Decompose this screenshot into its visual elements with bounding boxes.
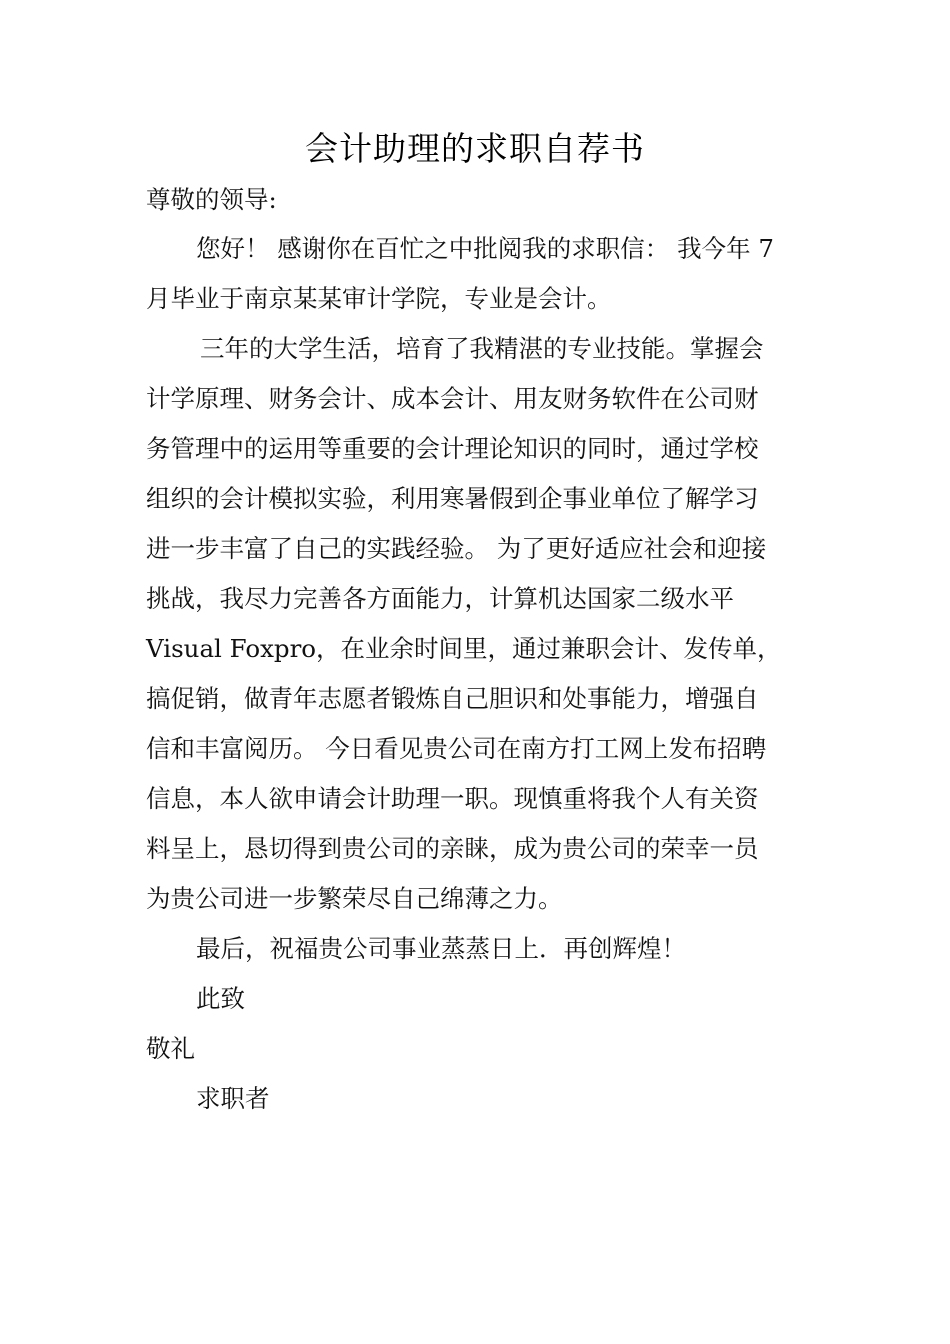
body-line-9: Visual Foxpro，在业余时间里，通过兼职会计、发传单， bbox=[146, 634, 782, 663]
body-line-14: 为贵公司进一步繁荣尽自己绵薄之力。 bbox=[146, 884, 563, 913]
body-line-7: 进一步丰富了自己的实践经验。 为了更好适应社会和迎接 bbox=[146, 534, 767, 563]
body-line-10: 搞促销，做青年志愿者锻炼自己胆识和处事能力，增强自 bbox=[146, 684, 759, 713]
body-line-6: 组织的会计模拟实验，利用寒暑假到企事业单位了解学习 bbox=[146, 484, 759, 513]
body-line-11: 信和丰富阅历。 今日看见贵公司在南方打工网上发布招聘 bbox=[146, 734, 767, 763]
closing-jing-li: 敬礼 bbox=[146, 1034, 195, 1063]
closing-wish: 最后，祝福贵公司事业蒸蒸日上．再创辉煌！ bbox=[196, 934, 686, 963]
salutation: 尊敬的领导: bbox=[146, 185, 277, 214]
body-line-5: 务管理中的运用等重要的会计理论知识的同时，通过学校 bbox=[146, 434, 759, 463]
body-line-8: 挑战，我尽力完善各方面能力，计算机达国家二级水平 bbox=[146, 584, 734, 613]
body-line-3: 三年的大学生活，培育了我精湛的专业技能。掌握会 bbox=[200, 334, 764, 363]
signature: 求职者 bbox=[196, 1084, 270, 1113]
body-line-2: 月毕业于南京某某审计学院，专业是会计。 bbox=[146, 284, 612, 313]
body-line-1: 您好！ 感谢你在百忙之中批阅我的求职信： 我今年 7 bbox=[196, 234, 774, 263]
body-line-13: 料呈上，恳切得到贵公司的亲睐，成为贵公司的荣幸一员 bbox=[146, 834, 759, 863]
document-title: 会计助理的求职自荐书 bbox=[305, 129, 645, 168]
closing-ci-zhi: 此致 bbox=[196, 984, 245, 1013]
body-line-4: 计学原理、财务会计、成本会计、用友财务软件在公司财 bbox=[146, 384, 759, 413]
body-line-12: 信息，本人欲申请会计助理一职。现慎重将我个人有关资 bbox=[146, 784, 759, 813]
